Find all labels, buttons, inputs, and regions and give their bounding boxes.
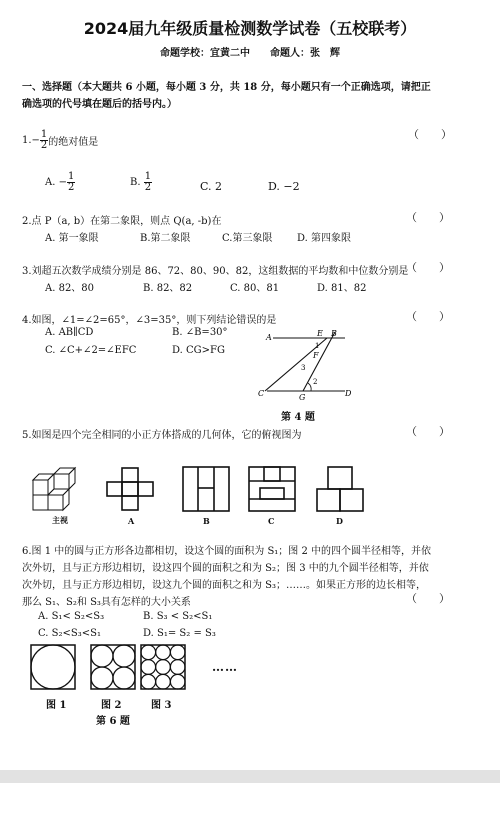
q6-line4: 那么 S₁、S₂和 S₃具有怎样的大小关系 <box>22 597 191 608</box>
q5-cube-front-top <box>54 474 69 489</box>
q5-answer-paren[interactable]: （ ） <box>406 425 450 438</box>
q4-figure-caption: 第 4 题 <box>281 412 315 423</box>
exam-subtitle: 命题学校：宜黄二中 命题人：张 辉 <box>160 48 340 59</box>
q3-option-b: B. 82、82 <box>143 283 193 294</box>
q6-fig2-label: 图 2 <box>101 700 122 711</box>
q5-cube-front-bottom <box>48 495 63 510</box>
q2-stem: 2.点 P（a, b）在第二象限，则点 Q(a, -b)在 <box>22 216 222 227</box>
q1-option-b-num: 1 <box>144 171 152 182</box>
q5-main-view-label: 主视 <box>52 515 68 525</box>
q4-label-d: D <box>345 389 352 398</box>
q3-option-d: D. 81、82 <box>317 283 367 294</box>
q1-option-b-den: 2 <box>144 182 152 193</box>
q1-option-c: C. 2 <box>200 180 223 193</box>
q6-fig1-circle <box>31 645 75 689</box>
q4-option-d: D. CG>FG <box>172 345 225 356</box>
q2-option-d: D. 第四象限 <box>297 233 352 244</box>
q1-option-a-label: A. <box>45 177 56 188</box>
q1-option-a <box>45 172 75 193</box>
q4-angle2-arc <box>308 383 311 391</box>
q6-option-d: D. S₁= S₂ = S₃ <box>143 628 216 639</box>
q5-option-b: B <box>203 516 210 526</box>
q6-answer-paren[interactable]: （ ） <box>406 592 450 605</box>
q6-ellipsis: …… <box>212 660 238 674</box>
q2-answer-paren[interactable]: （ ） <box>406 211 450 224</box>
q5-cube-front-bottom-left <box>33 495 48 510</box>
q5-option-c: C <box>268 516 275 526</box>
q2-option-c: C.第三象限 <box>222 233 273 244</box>
q5-option-c-figure <box>248 466 296 512</box>
q4-label-3: 3 <box>301 364 306 372</box>
q6-fig3-label: 图 3 <box>151 700 172 711</box>
q3-option-a: A. 82、80 <box>45 283 95 294</box>
q5-option-d: D <box>336 516 343 526</box>
q4-stem: 4.如图，∠1=∠2=65°，∠3=35°，则下列结论错误的是 <box>22 315 277 326</box>
q6-caption: 第 6 题 <box>96 716 130 727</box>
q4-label-e: E <box>317 329 323 338</box>
q2-option-b: B.第二象限 <box>140 233 191 244</box>
q6-figure-2 <box>90 644 136 690</box>
q4-label-f: F <box>313 351 319 360</box>
q4-label-b: B <box>331 329 337 338</box>
q2-option-a: A. 第一象限 <box>45 233 99 244</box>
q3-answer-paren[interactable]: （ ） <box>406 261 450 274</box>
q4-option-b: B. ∠B=30° <box>172 327 228 338</box>
q1-frac-den: 2 <box>40 140 48 151</box>
q1-frac-num: 1 <box>40 129 48 140</box>
q4-line-eg <box>303 332 335 391</box>
q1-option-b <box>130 172 152 193</box>
q1-fraction <box>40 130 48 151</box>
q1-option-a-num: 1 <box>67 171 75 182</box>
q4-label-2: 2 <box>313 378 318 386</box>
q4-label-1: 1 <box>315 342 320 350</box>
section-heading-line1: 一、选择题（本大题共 6 小题，每小题 3 分，共 18 分，每小题只有一个正确选项，请把正 <box>22 82 431 93</box>
q6-figure-1 <box>30 644 76 690</box>
q5-cube-front-left <box>33 480 48 495</box>
q4-option-a: A. AB∥CD <box>45 327 94 338</box>
q6-option-b: B. S₃ < S₂<S₁ <box>143 611 213 622</box>
q1-prefix: 1.− <box>22 135 40 146</box>
q6-option-a: A. S₁< S₂<S₃ <box>38 611 105 622</box>
q1-option-d: D. −2 <box>268 180 300 193</box>
exam-title: 2024届九年级质量检测数学试卷（五校联考） <box>83 19 417 38</box>
q6-line1: 6.图 1 中的圆与正方形各边都相切，设这个圆的面积为 S₁；图 2 中的四个圆半径相等，并依 <box>22 546 432 557</box>
q4-label-c: C <box>258 389 265 398</box>
q5-option-b-figure <box>182 466 230 512</box>
q1-suffix: 的绝对值是 <box>48 137 99 148</box>
q1-option-b-label: B. <box>130 177 141 188</box>
q1-option-a-frac <box>67 172 75 193</box>
q5-option-a-figure <box>106 466 154 512</box>
q6-figure-3 <box>140 644 186 690</box>
q1-stem <box>22 130 98 151</box>
q4-label-a: A <box>266 333 272 342</box>
q1-option-b-frac <box>144 172 152 193</box>
q6-line3: 次外切，且与正方形边相切，设这九个圆的面积之和为 S₃；……。如果正方形的边长相等， <box>22 580 427 591</box>
q3-option-c: C. 80、81 <box>230 283 280 294</box>
q4-option-c: C. ∠C+∠2=∠EFC <box>45 345 137 356</box>
q6-line2: 次外切，且与正方形边相切，设这四个圆的面积之和为 S₂；图 3 中的九个圆半径相等，并依 <box>22 563 429 574</box>
q3-stem: 3.刘超五次数学成绩分别是 86、72、80、90、82，这组数据的平均数和中位数分别是 <box>22 266 409 277</box>
q5-option-d-figure <box>316 466 364 512</box>
q4-answer-paren[interactable]: （ ） <box>406 310 450 323</box>
q6-option-c: C. S₂<S₃<S₁ <box>38 628 101 639</box>
q4-label-g: G <box>299 393 306 402</box>
q5-stem: 5.如图是四个完全相同的小正方体搭成的几何体，它的俯视图为 <box>22 430 302 441</box>
section-heading-line2: 确选项的代号填在题后的括号内。） <box>22 99 177 110</box>
q6-fig1-label: 图 1 <box>46 700 67 711</box>
q1-answer-paren[interactable]: （ ） <box>408 128 452 141</box>
q5-solid-figure <box>28 462 86 514</box>
page-separator <box>0 770 500 783</box>
q5-option-a: A <box>128 516 135 526</box>
q1-option-a-den: 2 <box>67 182 75 193</box>
q4-figure <box>255 328 355 403</box>
q1-option-a-sign: − <box>58 177 67 188</box>
